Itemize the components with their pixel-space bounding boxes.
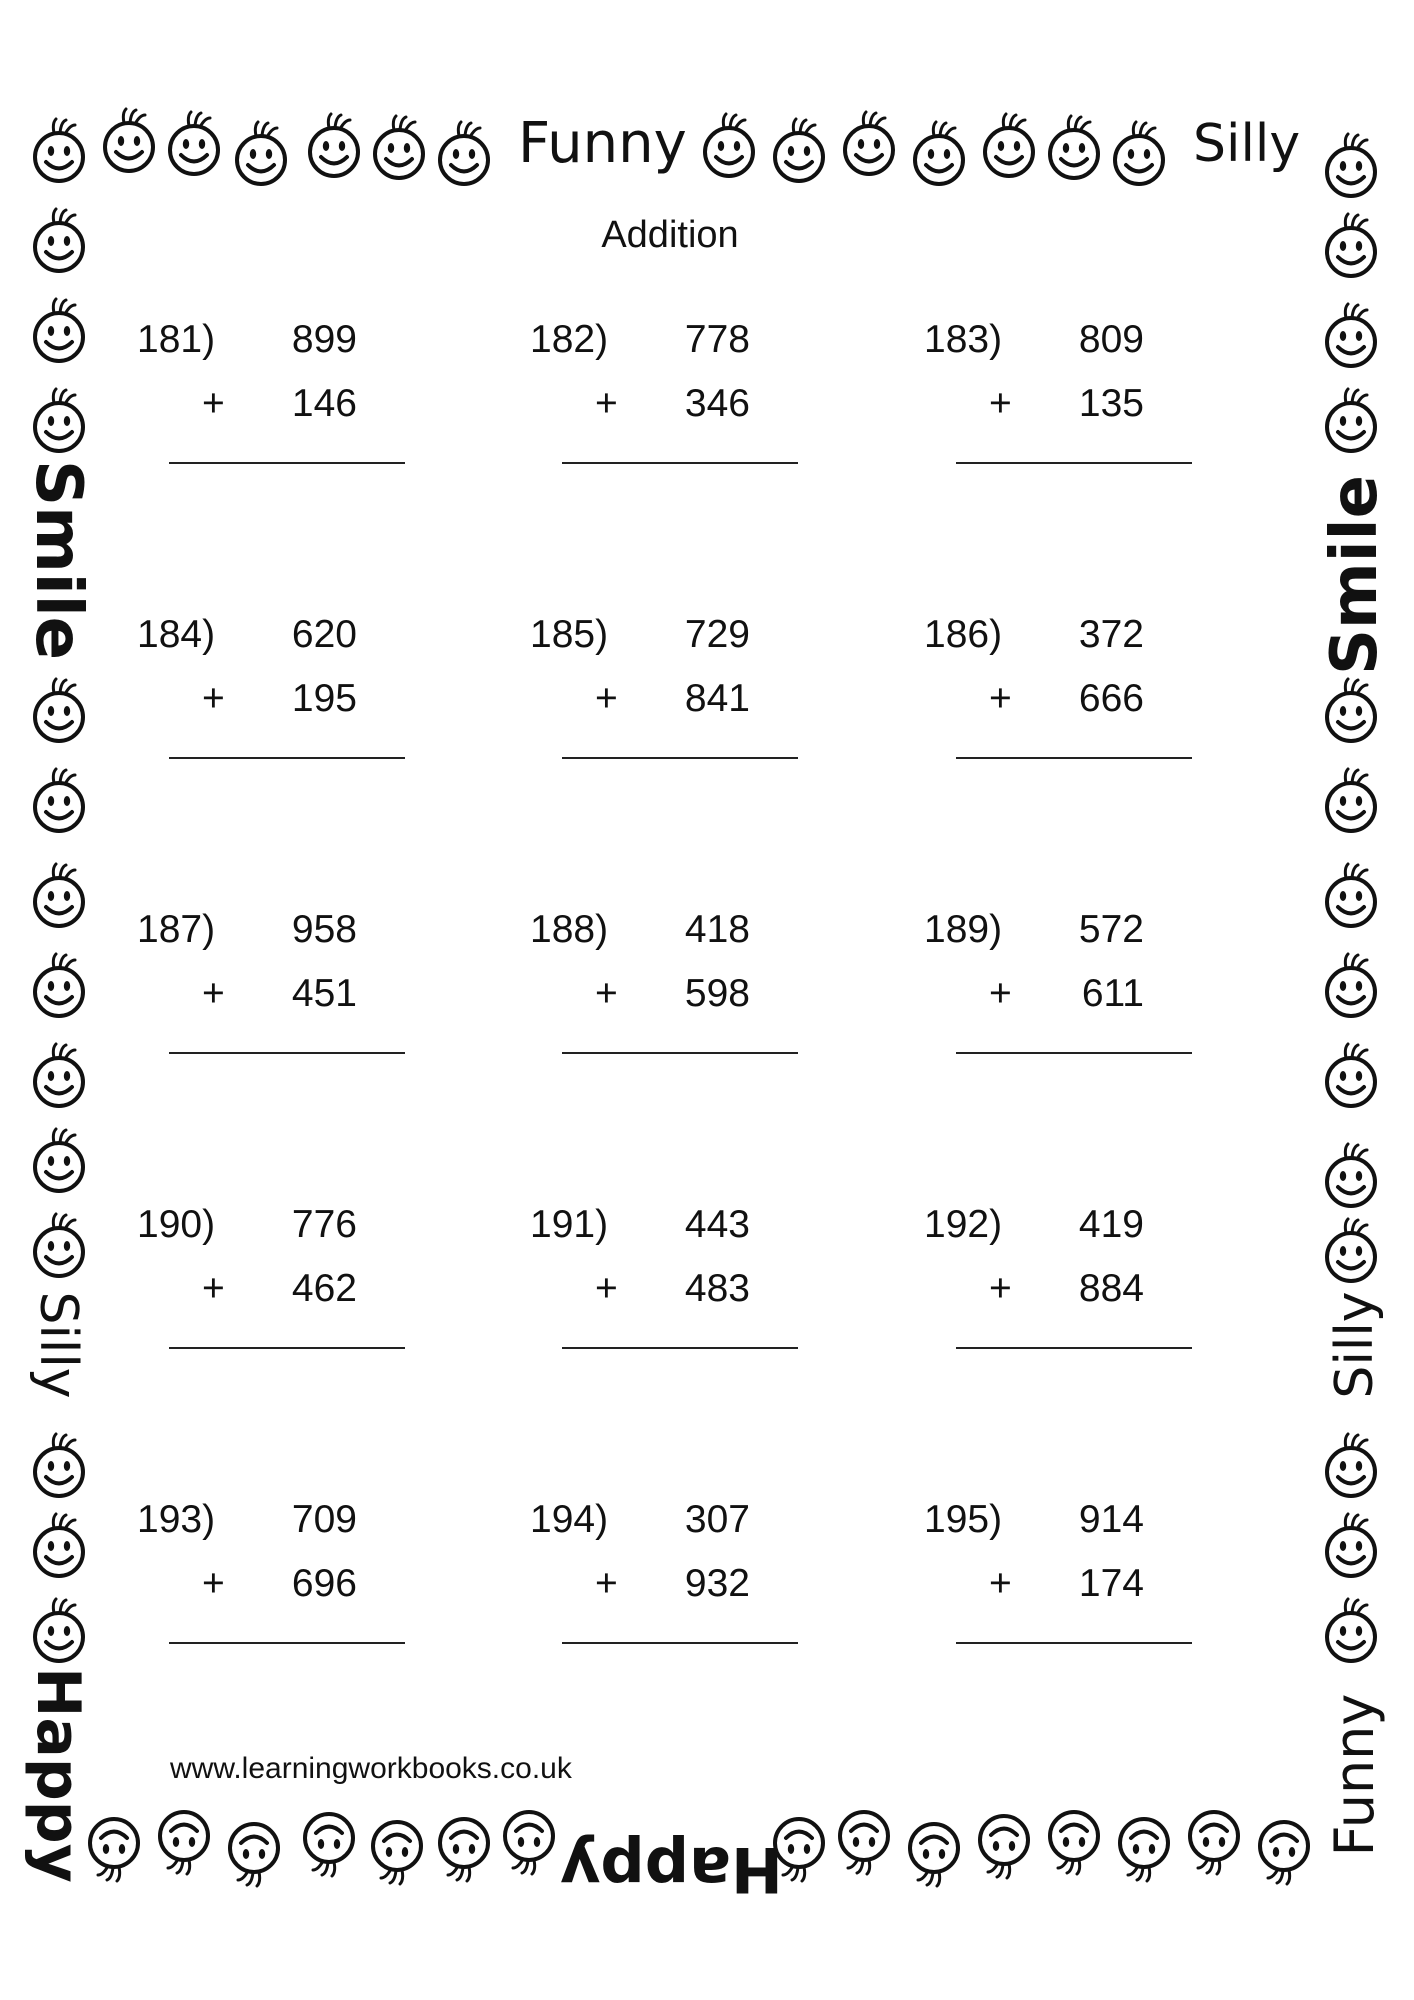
problem-number: 187) [137, 908, 216, 951]
smiley-face-icon [1255, 1818, 1313, 1888]
smiley-face-icon [30, 295, 88, 365]
plus-sign: + [595, 1267, 618, 1310]
addend-top: 729 [684, 613, 750, 656]
plus-sign: + [989, 382, 1012, 425]
plus-sign: + [202, 382, 225, 425]
smiley-face-icon [1045, 1808, 1103, 1878]
addend-bottom: 884 [1078, 1267, 1144, 1310]
plus-sign: + [989, 1267, 1012, 1310]
smiley-face-icon [30, 765, 88, 835]
border-word-happy-bottom: Happy [560, 1833, 783, 1906]
problem-item [924, 318, 1184, 478]
smiley-face-icon [85, 1815, 143, 1885]
answer-line [169, 462, 405, 464]
problem-number: 184) [137, 613, 216, 656]
answer-line [562, 462, 798, 464]
border-word-funny-right: Funny [1323, 1693, 1386, 1857]
addend-top: 778 [684, 318, 750, 361]
problem-number: 194) [530, 1498, 609, 1541]
problem-item [137, 1498, 397, 1658]
addend-bottom: 135 [1078, 382, 1144, 425]
problem-item [137, 1203, 397, 1363]
addend-top: 419 [1078, 1203, 1144, 1246]
addend-bottom: 146 [291, 382, 357, 425]
plus-sign: + [595, 677, 618, 720]
answer-line [169, 757, 405, 759]
problem-item [530, 613, 790, 773]
smiley-face-icon [1185, 1808, 1243, 1878]
smiley-face-icon [770, 1815, 828, 1885]
border-word-funny-top: Funny [518, 111, 687, 176]
smiley-face-icon [370, 112, 428, 182]
problem-item [137, 908, 397, 1068]
plus-sign: + [989, 972, 1012, 1015]
addend-top: 914 [1078, 1498, 1144, 1541]
problem-number: 183) [924, 318, 1003, 361]
border-word-silly-top: Silly [1193, 114, 1301, 174]
problem-number: 185) [530, 613, 609, 656]
smiley-face-icon [835, 1808, 893, 1878]
problem-number: 191) [530, 1203, 609, 1246]
addend-top: 307 [684, 1498, 750, 1541]
problem-number: 189) [924, 908, 1003, 951]
smiley-face-icon [30, 1040, 88, 1110]
smiley-face-icon [155, 1808, 213, 1878]
smiley-face-icon [225, 1820, 283, 1890]
problem-number: 193) [137, 1498, 216, 1541]
addend-bottom: 696 [291, 1562, 357, 1605]
page-title: Addition [601, 214, 739, 256]
smiley-face-icon [30, 950, 88, 1020]
answer-line [169, 1052, 405, 1054]
smiley-face-icon [30, 1125, 88, 1195]
problem-number: 182) [530, 318, 609, 361]
smiley-face-icon [305, 110, 363, 180]
addend-top: 809 [1078, 318, 1144, 361]
plus-sign: + [202, 677, 225, 720]
addend-top: 572 [1078, 908, 1144, 951]
addend-bottom: 598 [684, 972, 750, 1015]
smiley-face-icon [435, 118, 493, 188]
addend-bottom: 483 [684, 1267, 750, 1310]
border-word-happy-left: Happy [23, 1667, 93, 1883]
website-url: www.learningworkbooks.co.uk [170, 1752, 572, 1785]
problem-item [137, 318, 397, 478]
addend-bottom: 666 [1078, 677, 1144, 720]
smiley-face-icon [905, 1820, 963, 1890]
smiley-face-icon [700, 110, 758, 180]
plus-sign: + [595, 1562, 618, 1605]
answer-line [169, 1347, 405, 1349]
addend-top: 899 [291, 318, 357, 361]
problem-number: 181) [137, 318, 216, 361]
smiley-face-icon [500, 1808, 558, 1878]
problem-item [924, 1498, 1184, 1658]
smiley-face-icon [910, 118, 968, 188]
smiley-face-icon [1322, 1430, 1380, 1500]
addend-bottom: 195 [291, 677, 357, 720]
addend-top: 620 [291, 613, 357, 656]
border-word-silly-right: Silly [1325, 1291, 1385, 1399]
smiley-face-icon [1322, 765, 1380, 835]
smiley-face-icon [1322, 1040, 1380, 1110]
smiley-face-icon [30, 860, 88, 930]
answer-line [956, 1347, 1192, 1349]
smiley-face-icon [30, 115, 88, 185]
smiley-face-icon [1322, 860, 1380, 930]
problem-item [924, 613, 1184, 773]
addend-bottom: 174 [1078, 1562, 1144, 1605]
smiley-face-icon [435, 1815, 493, 1885]
smiley-face-icon [232, 118, 290, 188]
smiley-face-icon [1115, 1815, 1173, 1885]
smiley-face-icon [30, 1595, 88, 1665]
smiley-face-icon [1322, 950, 1380, 1020]
addend-top: 776 [291, 1203, 357, 1246]
smiley-face-icon [30, 385, 88, 455]
smiley-face-icon [30, 1510, 88, 1580]
addend-bottom: 346 [684, 382, 750, 425]
problem-number: 190) [137, 1203, 216, 1246]
smiley-face-icon [1322, 1215, 1380, 1285]
addend-top: 418 [684, 908, 750, 951]
answer-line [169, 1642, 405, 1644]
plus-sign: + [202, 972, 225, 1015]
border-word-smile-right: Smile [1318, 474, 1392, 676]
smiley-face-icon [1322, 675, 1380, 745]
problem-item [530, 318, 790, 478]
plus-sign: + [989, 677, 1012, 720]
problem-number: 186) [924, 613, 1003, 656]
addend-bottom: 611 [1081, 972, 1144, 1015]
problem-item [530, 1203, 790, 1363]
answer-line [956, 757, 1192, 759]
plus-sign: + [595, 382, 618, 425]
answer-line [562, 1347, 798, 1349]
smiley-face-icon [1322, 1595, 1380, 1665]
problem-item [530, 1498, 790, 1658]
smiley-face-icon [1322, 385, 1380, 455]
smiley-face-icon [770, 115, 828, 185]
smiley-face-icon [165, 108, 223, 178]
smiley-face-icon [30, 1430, 88, 1500]
smiley-face-icon [300, 1810, 358, 1880]
smiley-face-icon [1322, 300, 1380, 370]
addend-top: 372 [1078, 613, 1144, 656]
addend-bottom: 462 [291, 1267, 357, 1310]
smiley-face-icon [975, 1812, 1033, 1882]
plus-sign: + [202, 1267, 225, 1310]
answer-line [562, 757, 798, 759]
plus-sign: + [202, 1562, 225, 1605]
smiley-face-icon [30, 675, 88, 745]
smiley-face-icon [100, 105, 158, 175]
addend-top: 709 [291, 1498, 357, 1541]
smiley-face-icon [1322, 1510, 1380, 1580]
addend-bottom: 841 [684, 677, 750, 720]
smiley-face-icon [30, 1210, 88, 1280]
answer-line [562, 1052, 798, 1054]
problem-item [924, 1203, 1184, 1363]
answer-line [956, 1052, 1192, 1054]
smiley-face-icon [1110, 118, 1168, 188]
addend-bottom: 451 [291, 972, 357, 1015]
border-word-silly-left: Silly [28, 1291, 88, 1399]
plus-sign: + [989, 1562, 1012, 1605]
smiley-face-icon [840, 108, 898, 178]
smiley-face-icon [1322, 1140, 1380, 1210]
addend-top: 443 [684, 1203, 750, 1246]
problem-number: 195) [924, 1498, 1003, 1541]
addend-bottom: 932 [684, 1562, 750, 1605]
smiley-face-icon [980, 110, 1038, 180]
problem-item [137, 613, 397, 773]
border-word-smile-left: Smile [21, 459, 95, 661]
problem-number: 192) [924, 1203, 1003, 1246]
problem-item [530, 908, 790, 1068]
smiley-face-icon [1045, 112, 1103, 182]
smiley-face-icon [1322, 130, 1380, 200]
problem-item [924, 908, 1184, 1068]
answer-line [956, 462, 1192, 464]
answer-line [956, 1642, 1192, 1644]
plus-sign: + [595, 972, 618, 1015]
smiley-face-icon [368, 1818, 426, 1888]
addend-top: 958 [291, 908, 357, 951]
problem-number: 188) [530, 908, 609, 951]
answer-line [562, 1642, 798, 1644]
